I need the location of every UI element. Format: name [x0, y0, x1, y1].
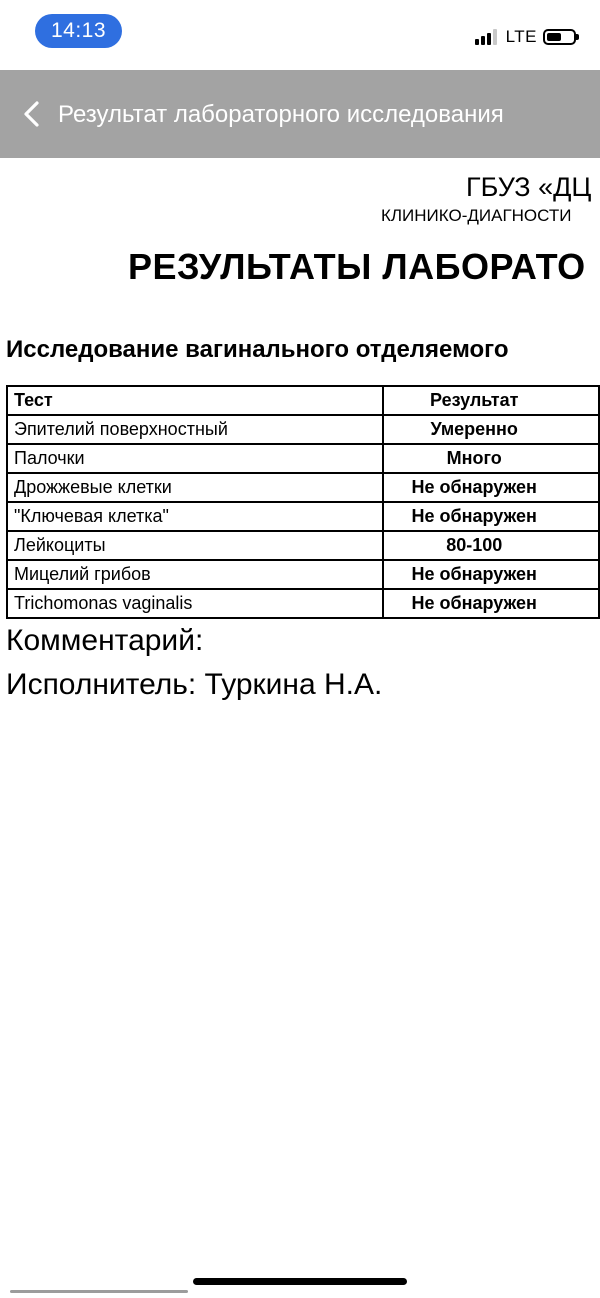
table-header-row [7, 386, 599, 415]
table-row [7, 473, 599, 502]
header-result: Результат [383, 386, 599, 415]
table-row [7, 589, 599, 618]
executor-line: Исполнитель: Туркина Н.А. [6, 668, 383, 701]
test-name: Палочки [7, 444, 383, 473]
table-row [7, 502, 599, 531]
test-name: Trichomonas vaginalis [7, 589, 383, 618]
network-type: LTE [505, 27, 537, 46]
test-name: Мицелий грибов [7, 560, 383, 589]
test-result: Не обнаружен [383, 560, 599, 589]
home-indicator[interactable] [193, 1278, 407, 1285]
status-bar [0, 0, 600, 70]
lab-name: КЛИНИКО-ДИАГНОСТИ [381, 206, 572, 225]
nav-title: Результат лабораторного исследования [58, 101, 504, 128]
table-row [7, 444, 599, 473]
nav-bar [0, 70, 600, 158]
org-name: ГБУЗ «ДЦ [466, 172, 592, 202]
comment-label: Комментарий: [6, 624, 204, 657]
document-title: РЕЗУЛЬТАТЫ ЛАБОРАТО [128, 246, 586, 287]
header-test: Тест [7, 386, 383, 415]
signal-icon [475, 29, 499, 45]
test-name: Лейкоциты [7, 531, 383, 560]
study-title: Исследование вагинального отделяемого [6, 336, 509, 363]
chevron-left-icon[interactable] [20, 100, 46, 128]
results-table [6, 385, 600, 619]
status-indicators [475, 26, 576, 48]
table-row [7, 531, 599, 560]
status-time: 14:13 [35, 14, 122, 48]
test-result: Не обнаружен [383, 589, 599, 618]
test-name: Эпителий поверхностный [7, 415, 383, 444]
document-view[interactable] [0, 158, 600, 1258]
test-name: Дрожжевые клетки [7, 473, 383, 502]
table-row [7, 415, 599, 444]
table-row [7, 560, 599, 589]
horizontal-scrollbar[interactable] [10, 1290, 188, 1293]
test-result: Не обнаружен [383, 502, 599, 531]
test-result: Не обнаружен [383, 473, 599, 502]
test-result: 80-100 [383, 531, 599, 560]
test-result: Много [383, 444, 599, 473]
test-name: "Ключевая клетка" [7, 502, 383, 531]
test-result: Умеренно [383, 415, 599, 444]
battery-icon [543, 29, 576, 45]
